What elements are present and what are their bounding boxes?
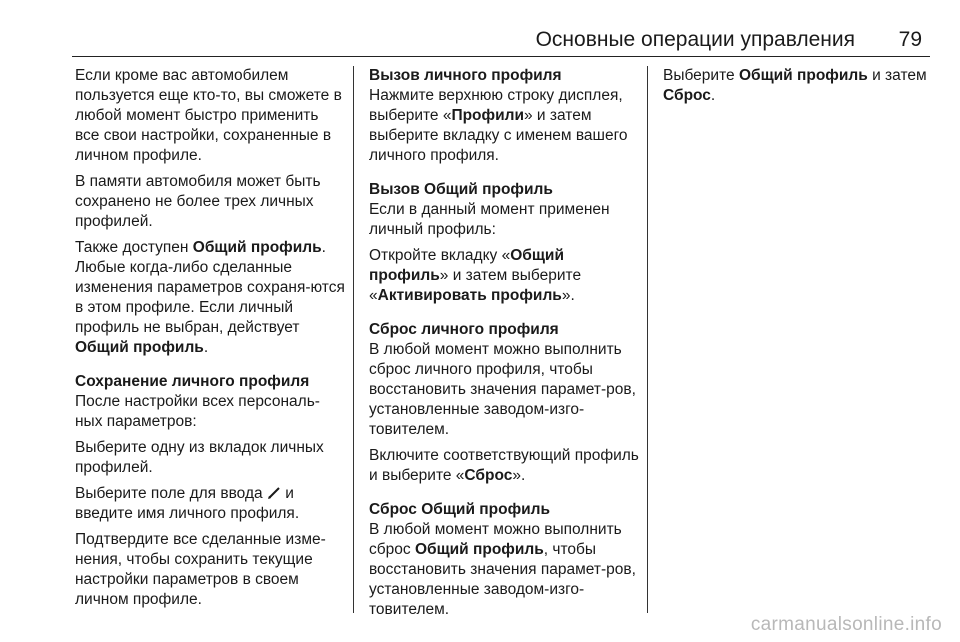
paragraph: Если кроме вас автомобилем пользуется еще кто-то, вы сможете в любой момент быстро применить все свои настройки, сохраненные в личном профиле. [75, 67, 342, 164]
section-heading: Вызов личного профиля [369, 67, 562, 84]
column-divider-2 [647, 66, 648, 613]
term-general-profile: Общий профиль [738, 67, 868, 84]
watermark: carmanualsonline.info [750, 614, 942, 635]
term-general-profile: Общий профиль [192, 239, 322, 256]
page-title: Основные операции управления [535, 28, 855, 51]
section-call-profile: Вызов личного профиля Нажмите верхнюю строку дисплея, выберите «Профили» и затем выберите вкладку с именем вашего личного профиля. [369, 66, 639, 166]
section-save-profile: Сохранение личного профиля После настройки всех персональ-ных параметров: [75, 372, 345, 432]
section-reset-general: Сброс Общий профиль В любой момент можно выполнить сброс Общий профиль, чтобы восстановить значения парамет-ров, установленные заводом-изго-товителем. [369, 500, 639, 620]
term-general-profile: Общий профиль [414, 541, 544, 558]
column-divider-1 [353, 66, 354, 613]
column-3 [663, 66, 933, 112]
section-call-general: Вызов Общий профиль Если в данный момент применен личный профиль: [369, 180, 639, 240]
term-general-profile: Общий профиль [369, 247, 564, 284]
section-heading: Сохранение личного профиля [75, 373, 310, 390]
section-reset-profile: Сброс личного профиля В любой момент можно выполнить сброс личного профиля, чтобы восстановить значения парамет-ров, установленные заводом-изго-товителем. [369, 320, 639, 440]
paragraph: Выберите поле для ввода и введите имя личного профиля. [75, 485, 300, 522]
term-activate-profile: Активировать профиль [377, 287, 562, 304]
section-heading: Сброс Общий профиль [369, 501, 551, 518]
section-heading: Сброс личного профиля [369, 321, 559, 338]
column-1 [75, 66, 345, 616]
paragraph: Откройте вкладку «Общий профиль» и затем выберите «Активировать профиль». [369, 247, 582, 304]
term-reset: Сброс [464, 467, 513, 484]
column-2 [369, 66, 639, 626]
pencil-icon [267, 486, 281, 500]
paragraph: Включите соответствующий профиль и выберите «Сброс». [369, 447, 639, 484]
section-heading: Вызов Общий профиль [369, 181, 553, 198]
paragraph: Выберите одну из вкладок личных профилей. [75, 439, 324, 476]
paragraph: Выберите Общий профиль и затем Сброс. [663, 67, 927, 104]
term-reset: Сброс [663, 87, 711, 104]
paragraph: Подтвердите все сделанные изме-нения, чтобы сохранить текущие настройки параметров в своем личном профиле. [75, 531, 326, 608]
term-profiles: Профили [451, 107, 524, 124]
page-header [0, 0, 960, 58]
header-divider [72, 56, 930, 57]
page-number: 79 [898, 28, 922, 51]
term-general-profile: Общий профиль [75, 339, 204, 356]
paragraph: В памяти автомобиля может быть сохранено не более трех личных профилей. [75, 173, 321, 230]
paragraph: Также доступен Общий профиль. Любые когда-либо сделанные изменения параметров сохраня-ются в этом профиле. Если личный профиль не выбран, действует Общий профиль. [75, 239, 345, 356]
